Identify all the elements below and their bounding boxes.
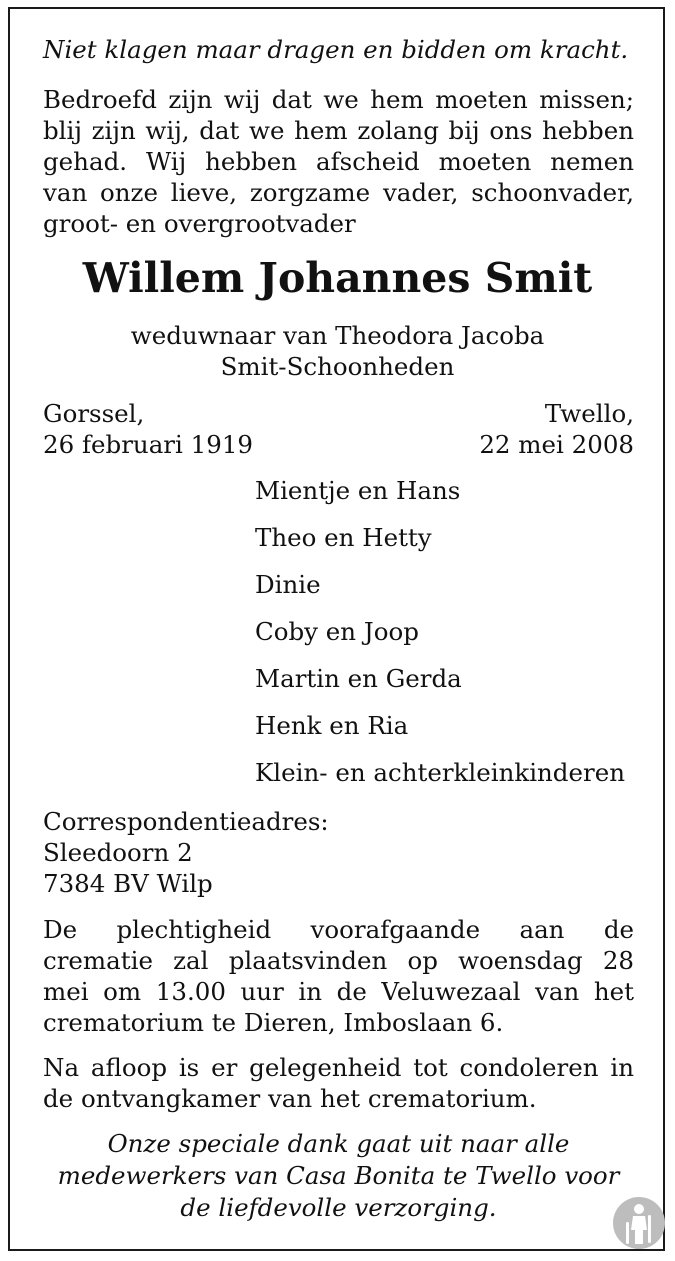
motto: Niet klagen maar dragen en bidden om kracht. bbox=[43, 35, 629, 64]
death-date: 22 mei 2008 bbox=[479, 430, 634, 459]
intro-line: blij zijn wij, dat we hem zolang bij ons hebben bbox=[43, 116, 634, 145]
intro-line: van onze lieve, zorgzame vader, schoonvader, bbox=[43, 178, 634, 207]
family-member: Martin en Gerda bbox=[255, 664, 462, 693]
thanks-line: Onze speciale dank gaat uit naar alle bbox=[107, 1129, 570, 1158]
condolence-paragraph bbox=[43, 1052, 634, 1114]
ceremony-line: crematorium te Dieren, Imboslaan 6. bbox=[43, 1008, 504, 1037]
family-list bbox=[255, 475, 625, 804]
address-line: 7384 BV Wilp bbox=[43, 869, 213, 898]
ceremony-paragraph bbox=[43, 914, 634, 1038]
intro-line: Bedroefd zijn wij dat we hem moeten missen; bbox=[43, 85, 634, 114]
correspondence-address bbox=[43, 806, 634, 899]
thanks-paragraph bbox=[40, 1128, 637, 1224]
deceased-name: Willem Johannes Smit bbox=[82, 254, 593, 302]
address-line: Correspondentieadres: bbox=[43, 807, 329, 836]
spouse-line: weduwnaar van Theodora Jacoba bbox=[130, 321, 545, 350]
ceremony-line: De plechtigheid voorafgaande aan de bbox=[43, 915, 634, 944]
family-member: Coby en Joop bbox=[255, 617, 419, 646]
death-place: Twello, bbox=[544, 399, 634, 428]
birth-date: 26 februari 1919 bbox=[43, 430, 253, 459]
death-info bbox=[479, 398, 634, 460]
ceremony-line: crematie zal plaatsvinden op woensdag 28 bbox=[43, 946, 634, 975]
family-member: Henk en Ria bbox=[255, 711, 409, 740]
condolence-line: Na afloop is er gelegenheid tot condoleren in bbox=[43, 1053, 634, 1082]
address-line: Sleedoorn 2 bbox=[43, 838, 193, 867]
family-member: Mientje en Hans bbox=[255, 476, 461, 505]
thanks-line: de liefdevolle verzorging. bbox=[180, 1193, 497, 1222]
family-member: Dinie bbox=[255, 570, 321, 599]
spouse-line: Smit-Schoonheden bbox=[220, 352, 455, 381]
person-silhouette-logo-icon bbox=[612, 1196, 666, 1250]
intro-line: gehad. Wij hebben afscheid moeten nemen bbox=[43, 147, 634, 176]
condolence-line: de ontvangkamer van het crematorium. bbox=[43, 1084, 537, 1113]
birth-place: Gorssel, bbox=[43, 399, 145, 428]
intro-line: groot- en overgrootvader bbox=[43, 209, 356, 238]
ceremony-line: mei om 13.00 uur in de Veluwezaal van het bbox=[43, 977, 634, 1006]
spouse-info bbox=[0, 320, 675, 382]
intro-paragraph bbox=[43, 84, 634, 239]
family-member: Theo en Hetty bbox=[255, 523, 432, 552]
thanks-line: medewerkers van Casa Bonita te Twello voor bbox=[57, 1161, 620, 1190]
birth-info bbox=[43, 398, 253, 460]
family-member: Klein- en achterkleinkinderen bbox=[255, 758, 625, 787]
